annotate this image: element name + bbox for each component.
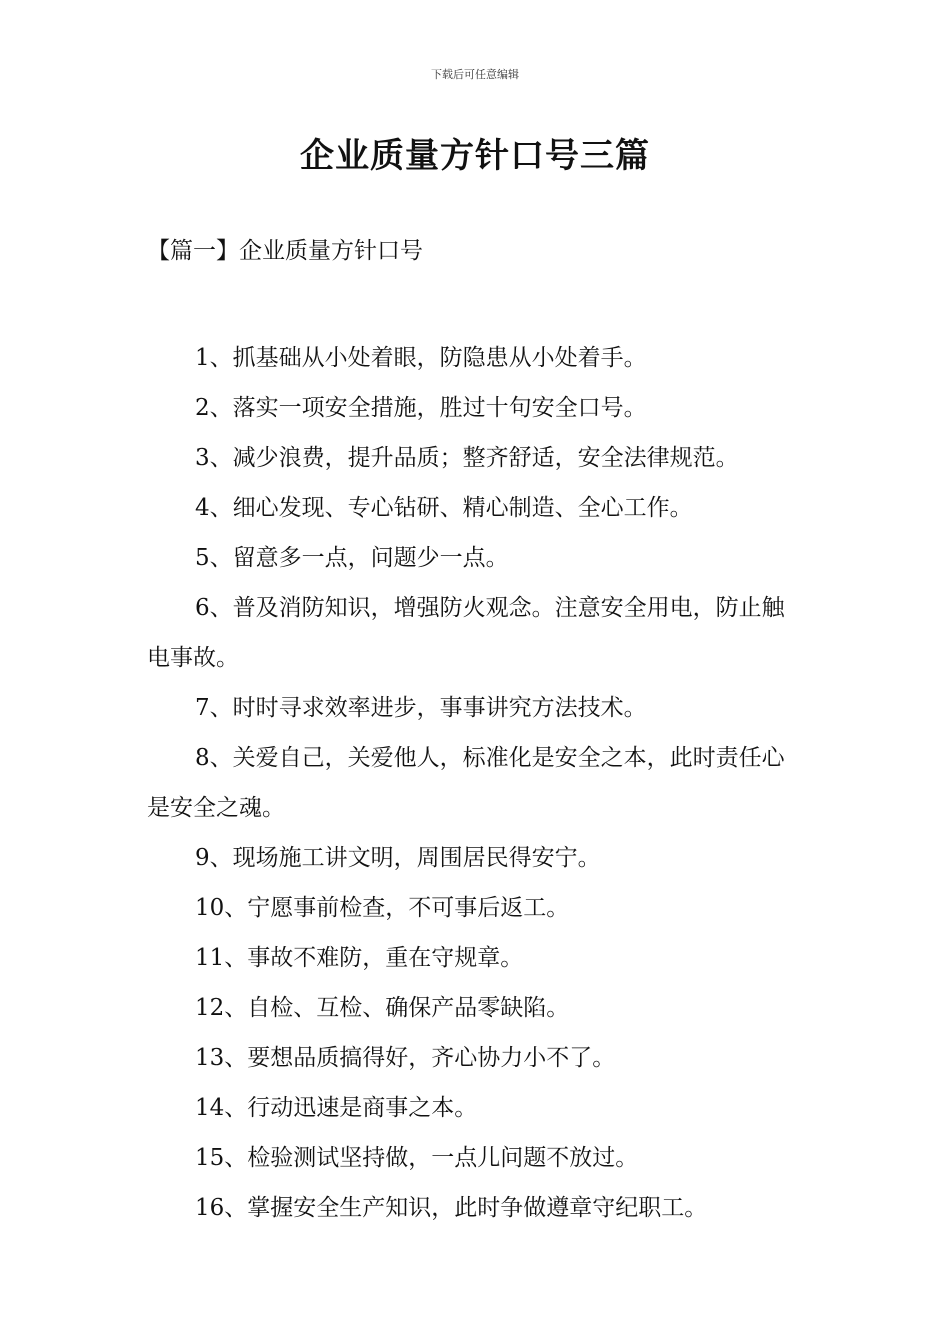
- list-item: 12、自检、互检、确保产品零缺陷。: [195, 995, 570, 1021]
- header-note: 下载后可任意编辑: [431, 68, 519, 81]
- list-item: 10、宁愿事前检查，不可事后返工。: [195, 895, 570, 921]
- list-item: 6、普及消防知识，增强防火观念。注意安全用电，防止触电事故。: [147, 595, 785, 671]
- list-item: 13、要想品质搞得好，齐心协力小不了。: [195, 1045, 616, 1071]
- list-item: 4、细心发现、专心钻研、精心制造、全心工作。: [195, 495, 693, 521]
- slogan-list: [147, 333, 807, 1233]
- list-item: 16、掌握安全生产知识，此时争做遵章守纪职工。: [195, 1195, 708, 1221]
- page-title: 企业质量方针口号三篇: [300, 136, 650, 176]
- list-item: 14、行动迅速是商事之本。: [195, 1095, 478, 1121]
- list-item: 7、时时寻求效率进步，事事讲究方法技术。: [195, 695, 647, 721]
- list-item: 8、关爱自己，关爱他人，标准化是安全之本，此时责任心是安全之魂。: [147, 745, 785, 821]
- section-heading: 【篇一】企业质量方针口号: [147, 238, 423, 264]
- list-item: 3、减少浪费，提升品质；整齐舒适，安全法律规范。: [195, 445, 739, 471]
- list-item: 5、留意多一点，问题少一点。: [195, 545, 509, 571]
- list-item: 9、现场施工讲文明，周围居民得安宁。: [195, 845, 601, 871]
- list-item: 11、事故不难防，重在守规章。: [195, 945, 524, 971]
- list-item: 1、抓基础从小处着眼，防隐患从小处着手。: [195, 345, 647, 371]
- list-item: 15、检验测试坚持做，一点儿问题不放过。: [195, 1145, 639, 1171]
- list-item: 2、落实一项安全措施，胜过十句安全口号。: [195, 395, 647, 421]
